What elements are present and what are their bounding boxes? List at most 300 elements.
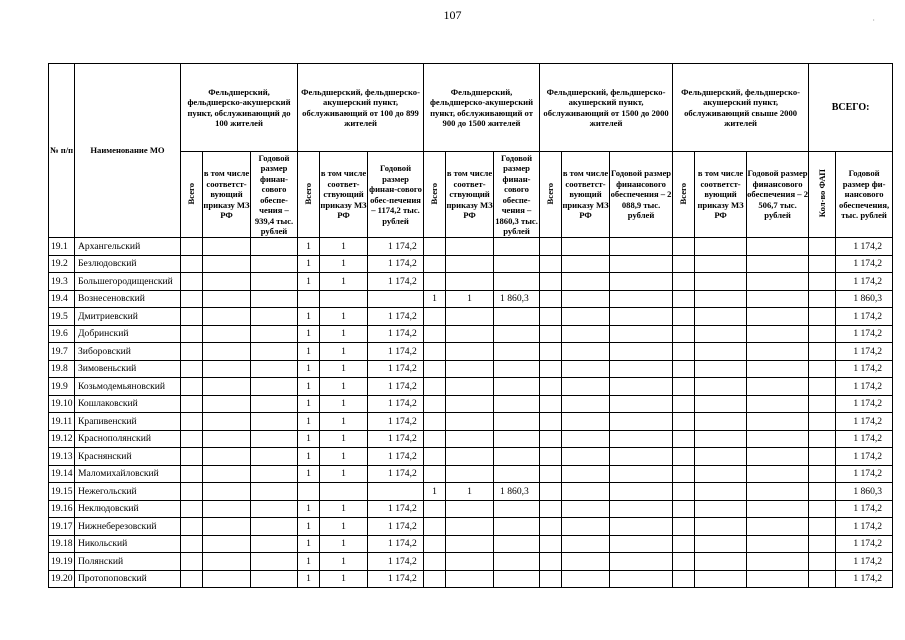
cell-empty (251, 553, 298, 571)
cell-v-tom-chisle: 1 (320, 273, 368, 291)
row-name: Дмитриевский (75, 308, 181, 326)
row-number: 19.4 (49, 290, 75, 308)
row-name: Протопоповский (75, 570, 181, 588)
cell-empty (673, 413, 695, 431)
cell-godovoy: 1 174,2 (368, 238, 424, 256)
cell-total: 1 174,2 (836, 413, 893, 431)
cell-empty (673, 448, 695, 466)
cell-empty (610, 273, 673, 291)
cell-v-tom-chisle: 1 (320, 413, 368, 431)
cell-empty (747, 448, 809, 466)
cell-empty (181, 483, 203, 501)
cell-empty (203, 290, 251, 308)
cell-empty (446, 238, 494, 256)
cell-kol-vo-fap (809, 343, 836, 361)
row-name: Крапивенский (75, 413, 181, 431)
cell-empty (610, 500, 673, 518)
cell-empty (562, 378, 610, 396)
cell-empty (562, 255, 610, 273)
cell-empty (562, 360, 610, 378)
cell-empty (695, 273, 747, 291)
cell-kol-vo-fap (809, 553, 836, 571)
cell-empty (540, 535, 562, 553)
cell-empty (540, 448, 562, 466)
cell-empty (610, 255, 673, 273)
row-number: 19.7 (49, 343, 75, 361)
cell-empty (540, 238, 562, 256)
cell-godovoy: 1 174,2 (368, 255, 424, 273)
cell-empty (181, 308, 203, 326)
cell-empty (251, 325, 298, 343)
row-name: Краснополянский (75, 430, 181, 448)
cell-godovoy: 1 174,2 (368, 430, 424, 448)
cell-empty (610, 535, 673, 553)
cell-empty (747, 238, 809, 256)
cell-empty (673, 518, 695, 536)
page-number: 107 (443, 8, 462, 22)
cell-empty (251, 413, 298, 431)
cell-empty (695, 430, 747, 448)
cell-empty (203, 395, 251, 413)
cell-empty (494, 395, 540, 413)
cell-vsego: 1 (298, 395, 320, 413)
financing-table (48, 63, 893, 588)
cell-v-tom-chisle: 1 (320, 325, 368, 343)
cell-empty (562, 395, 610, 413)
subheader-v-tom-chisle: в том числе соответст-вующий приказу МЗ РФ (562, 152, 610, 238)
cell-empty (446, 273, 494, 291)
cell-empty (446, 413, 494, 431)
cell-total: 1 174,2 (836, 378, 893, 396)
cell-kol-vo-fap (809, 518, 836, 536)
cell-empty (747, 290, 809, 308)
cell-empty (747, 378, 809, 396)
cell-empty (747, 553, 809, 571)
cell-empty (610, 308, 673, 326)
cell-empty (494, 500, 540, 518)
row-name: Неклюдовский (75, 500, 181, 518)
cell-empty (203, 378, 251, 396)
group-header-4: Фельдшерский, фельдшерско-акушерский пункт, обслуживающий от 1500 до 2000 жителей (540, 64, 673, 152)
cell-empty (610, 465, 673, 483)
cell-empty (446, 465, 494, 483)
cell-empty (203, 430, 251, 448)
cell-empty (298, 290, 320, 308)
cell-empty (747, 483, 809, 501)
cell-empty (673, 500, 695, 518)
cell-empty (494, 413, 540, 431)
cell-empty (562, 465, 610, 483)
cell-v-tom-chisle: 1 (320, 535, 368, 553)
subheader-kol-vo-fap: Кол-во ФАП (809, 152, 836, 238)
row-name: Никольский (75, 535, 181, 553)
cell-empty (540, 308, 562, 326)
cell-empty (203, 448, 251, 466)
row-number: 19.19 (49, 553, 75, 571)
cell-empty (203, 308, 251, 326)
cell-empty (562, 325, 610, 343)
cell-empty (203, 273, 251, 291)
cell-total: 1 174,2 (836, 553, 893, 571)
row-number: 19.6 (49, 325, 75, 343)
row-number: 19.5 (49, 308, 75, 326)
row-name: Козьмодемьяновский (75, 378, 181, 396)
row-number: 19.18 (49, 535, 75, 553)
cell-total: 1 174,2 (836, 500, 893, 518)
cell-empty (747, 273, 809, 291)
cell-empty (251, 430, 298, 448)
cell-v-tom-chisle: 1 (320, 343, 368, 361)
cell-empty (181, 500, 203, 518)
cell-empty (446, 395, 494, 413)
cell-empty (251, 395, 298, 413)
cell-empty (203, 360, 251, 378)
cell-empty (610, 448, 673, 466)
cell-kol-vo-fap (809, 483, 836, 501)
cell-v-tom-chisle: 1 (320, 308, 368, 326)
row-name: Зиборовский (75, 343, 181, 361)
cell-empty (424, 395, 446, 413)
table-row (49, 325, 893, 343)
cell-empty (610, 430, 673, 448)
row-number: 19.17 (49, 518, 75, 536)
table-row (49, 273, 893, 291)
cell-empty (251, 273, 298, 291)
cell-vsego: 1 (298, 378, 320, 396)
cell-empty (610, 325, 673, 343)
cell-empty (610, 413, 673, 431)
cell-empty (562, 413, 610, 431)
cell-kol-vo-fap (809, 500, 836, 518)
cell-empty (424, 308, 446, 326)
cell-empty (540, 413, 562, 431)
cell-vsego: 1 (298, 308, 320, 326)
cell-empty (695, 255, 747, 273)
cell-empty (673, 255, 695, 273)
cell-empty (540, 360, 562, 378)
cell-empty (540, 518, 562, 536)
subheader-v-tom-chisle: в том числе соответ-ствующий приказу МЗ РФ (320, 152, 368, 238)
cell-empty (251, 238, 298, 256)
cell-empty (251, 483, 298, 501)
cell-empty (424, 448, 446, 466)
cell-empty (673, 325, 695, 343)
cell-empty (540, 483, 562, 501)
group-header-2: Фельдшерский, фельдшерско-акушерский пункт, обслуживающий от 100 до 899 жителей (298, 64, 424, 152)
cell-empty (203, 570, 251, 588)
cell-empty (673, 570, 695, 588)
table-row (49, 395, 893, 413)
cell-godovoy: 1 174,2 (368, 448, 424, 466)
cell-vsego: 1 (298, 430, 320, 448)
cell-empty (424, 465, 446, 483)
cell-empty (446, 553, 494, 571)
cell-empty (747, 413, 809, 431)
cell-empty (181, 378, 203, 396)
cell-empty (494, 448, 540, 466)
cell-empty (695, 308, 747, 326)
cell-kol-vo-fap (809, 273, 836, 291)
cell-empty (203, 413, 251, 431)
cell-empty (540, 553, 562, 571)
cell-empty (747, 430, 809, 448)
cell-empty (747, 500, 809, 518)
cell-godovoy: 1 174,2 (368, 535, 424, 553)
cell-empty (181, 465, 203, 483)
cell-empty (610, 553, 673, 571)
cell-godovoy: 1 174,2 (368, 500, 424, 518)
cell-vsego: 1 (298, 360, 320, 378)
row-name: Зимовеньский (75, 360, 181, 378)
cell-v-tom-chisle: 1 (320, 518, 368, 536)
cell-empty (368, 290, 424, 308)
cell-empty (494, 308, 540, 326)
table-row (49, 483, 893, 501)
cell-total: 1 174,2 (836, 465, 893, 483)
group-header-1: Фельдшерский, фельдшерско-акушерский пункт, обслуживающий до 100 жителей (181, 64, 298, 152)
row-number: 19.1 (49, 238, 75, 256)
cell-empty (540, 430, 562, 448)
cell-empty (695, 518, 747, 536)
cell-empty (747, 308, 809, 326)
cell-vsego: 1 (298, 465, 320, 483)
cell-v-tom-chisle: 1 (320, 553, 368, 571)
table-row (49, 448, 893, 466)
cell-empty (494, 325, 540, 343)
cell-empty (424, 343, 446, 361)
cell-total: 1 174,2 (836, 273, 893, 291)
cell-empty (251, 465, 298, 483)
cell-empty (446, 343, 494, 361)
cell-empty (494, 255, 540, 273)
cell-empty (251, 255, 298, 273)
cell-vsego: 1 (298, 273, 320, 291)
cell-empty (251, 500, 298, 518)
cell-empty (494, 343, 540, 361)
cell-kol-vo-fap (809, 308, 836, 326)
subheader-godovoy: Годовой размер финан-сового обес-печения – 1174,2 тыс. рублей (368, 152, 424, 238)
row-number: 19.14 (49, 465, 75, 483)
cell-empty (203, 343, 251, 361)
cell-empty (540, 255, 562, 273)
cell-empty (446, 448, 494, 466)
cell-v-tom-chisle: 1 (320, 360, 368, 378)
cell-empty (424, 553, 446, 571)
row-name: Вознесеновский (75, 290, 181, 308)
cell-empty (494, 518, 540, 536)
cell-total: 1 860,3 (836, 483, 893, 501)
col-header-num: № п/п (49, 64, 75, 238)
cell-empty (610, 360, 673, 378)
cell-empty (203, 535, 251, 553)
cell-empty (494, 465, 540, 483)
cell-empty (446, 518, 494, 536)
cell-empty (695, 500, 747, 518)
cell-empty (673, 395, 695, 413)
cell-empty (562, 273, 610, 291)
cell-empty (695, 360, 747, 378)
table-row (49, 308, 893, 326)
cell-empty (562, 500, 610, 518)
cell-godovoy: 1 174,2 (368, 378, 424, 396)
cell-vsego: 1 (298, 570, 320, 588)
cell-total: 1 174,2 (836, 308, 893, 326)
row-name: Кошлаковский (75, 395, 181, 413)
cell-empty (562, 570, 610, 588)
cell-empty (251, 378, 298, 396)
cell-godovoy: 1 174,2 (368, 360, 424, 378)
cell-empty (181, 395, 203, 413)
cell-kol-vo-fap (809, 325, 836, 343)
cell-godovoy: 1 174,2 (368, 518, 424, 536)
subheader-vsego: Всего (424, 152, 446, 238)
cell-kol-vo-fap (809, 238, 836, 256)
cell-empty (540, 395, 562, 413)
cell-v-tom-chisle: 1 (320, 465, 368, 483)
cell-kol-vo-fap (809, 465, 836, 483)
cell-empty (695, 553, 747, 571)
row-number: 19.2 (49, 255, 75, 273)
subheader-vsego: Всего (673, 152, 695, 238)
cell-empty (673, 343, 695, 361)
subheader-total-godovoy: Годовой размер фи-нансового обеспечения, тыс. рублей (836, 152, 893, 238)
cell-empty (610, 570, 673, 588)
cell-empty (540, 290, 562, 308)
cell-empty (251, 360, 298, 378)
row-number: 19.20 (49, 570, 75, 588)
table-row (49, 290, 893, 308)
cell-total: 1 174,2 (836, 360, 893, 378)
cell-empty (446, 535, 494, 553)
cell-godovoy: 1 174,2 (368, 570, 424, 588)
cell-empty (747, 360, 809, 378)
cell-empty (610, 378, 673, 396)
cell-empty (695, 535, 747, 553)
table-row (49, 535, 893, 553)
cell-empty (747, 395, 809, 413)
table-row (49, 570, 893, 588)
row-name: Добринский (75, 325, 181, 343)
cell-total: 1 174,2 (836, 518, 893, 536)
cell-vsego: 1 (424, 483, 446, 501)
cell-empty (747, 535, 809, 553)
cell-empty (562, 308, 610, 326)
cell-empty (673, 483, 695, 501)
cell-empty (494, 360, 540, 378)
cell-empty (203, 553, 251, 571)
row-name: Полянский (75, 553, 181, 571)
cell-vsego: 1 (298, 448, 320, 466)
cell-total: 1 174,2 (836, 535, 893, 553)
cell-empty (181, 360, 203, 378)
cell-empty (673, 238, 695, 256)
cell-kol-vo-fap (809, 255, 836, 273)
corner-mark: · (872, 16, 875, 25)
subheader-v-tom-chisle: в том числе соответ-ствующий приказу МЗ РФ (446, 152, 494, 238)
group-header-3: Фельдшерский, фельдшерско-акушерский пункт, обслуживающий от 900 до 1500 жителей (424, 64, 540, 152)
cell-empty (747, 325, 809, 343)
cell-kol-vo-fap (809, 448, 836, 466)
cell-empty (251, 448, 298, 466)
cell-godovoy: 1 174,2 (368, 413, 424, 431)
cell-empty (251, 290, 298, 308)
cell-empty (562, 238, 610, 256)
subheader-v-tom-chisle: в том числе соответст-вующий приказу МЗ РФ (695, 152, 747, 238)
row-name: Нежегольский (75, 483, 181, 501)
cell-empty (181, 413, 203, 431)
cell-godovoy: 1 174,2 (368, 465, 424, 483)
cell-v-tom-chisle: 1 (446, 483, 494, 501)
cell-empty (446, 308, 494, 326)
cell-empty (446, 325, 494, 343)
table-header (49, 64, 893, 238)
cell-empty (673, 360, 695, 378)
cell-kol-vo-fap (809, 378, 836, 396)
cell-total: 1 174,2 (836, 325, 893, 343)
cell-empty (673, 430, 695, 448)
subheader-vsego: Всего (298, 152, 320, 238)
cell-empty (562, 430, 610, 448)
cell-empty (610, 483, 673, 501)
cell-empty (181, 448, 203, 466)
cell-kol-vo-fap (809, 360, 836, 378)
table-row (49, 255, 893, 273)
cell-empty (424, 273, 446, 291)
cell-empty (446, 430, 494, 448)
row-name: Архангельский (75, 238, 181, 256)
row-name: Маломихайловский (75, 465, 181, 483)
cell-empty (747, 255, 809, 273)
cell-empty (610, 518, 673, 536)
cell-empty (695, 290, 747, 308)
cell-empty (446, 500, 494, 518)
cell-empty (320, 290, 368, 308)
cell-empty (181, 273, 203, 291)
cell-empty (673, 273, 695, 291)
cell-empty (251, 518, 298, 536)
table-row (49, 360, 893, 378)
cell-empty (494, 535, 540, 553)
table-row (49, 343, 893, 361)
row-number: 19.11 (49, 413, 75, 431)
cell-empty (203, 518, 251, 536)
cell-empty (562, 290, 610, 308)
cell-empty (181, 553, 203, 571)
cell-empty (540, 273, 562, 291)
table-row (49, 465, 893, 483)
cell-empty (673, 535, 695, 553)
cell-total: 1 174,2 (836, 395, 893, 413)
cell-empty (424, 430, 446, 448)
table-row (49, 413, 893, 431)
cell-vsego: 1 (298, 325, 320, 343)
row-number: 19.16 (49, 500, 75, 518)
cell-empty (203, 500, 251, 518)
cell-empty (673, 378, 695, 396)
cell-v-tom-chisle: 1 (320, 500, 368, 518)
cell-empty (562, 483, 610, 501)
table-row (49, 238, 893, 256)
cell-empty (181, 255, 203, 273)
cell-empty (203, 255, 251, 273)
cell-kol-vo-fap (809, 430, 836, 448)
cell-vsego: 1 (298, 413, 320, 431)
cell-empty (251, 570, 298, 588)
cell-empty (251, 308, 298, 326)
cell-empty (424, 255, 446, 273)
table-row (49, 553, 893, 571)
row-name: Большегородищенский (75, 273, 181, 291)
